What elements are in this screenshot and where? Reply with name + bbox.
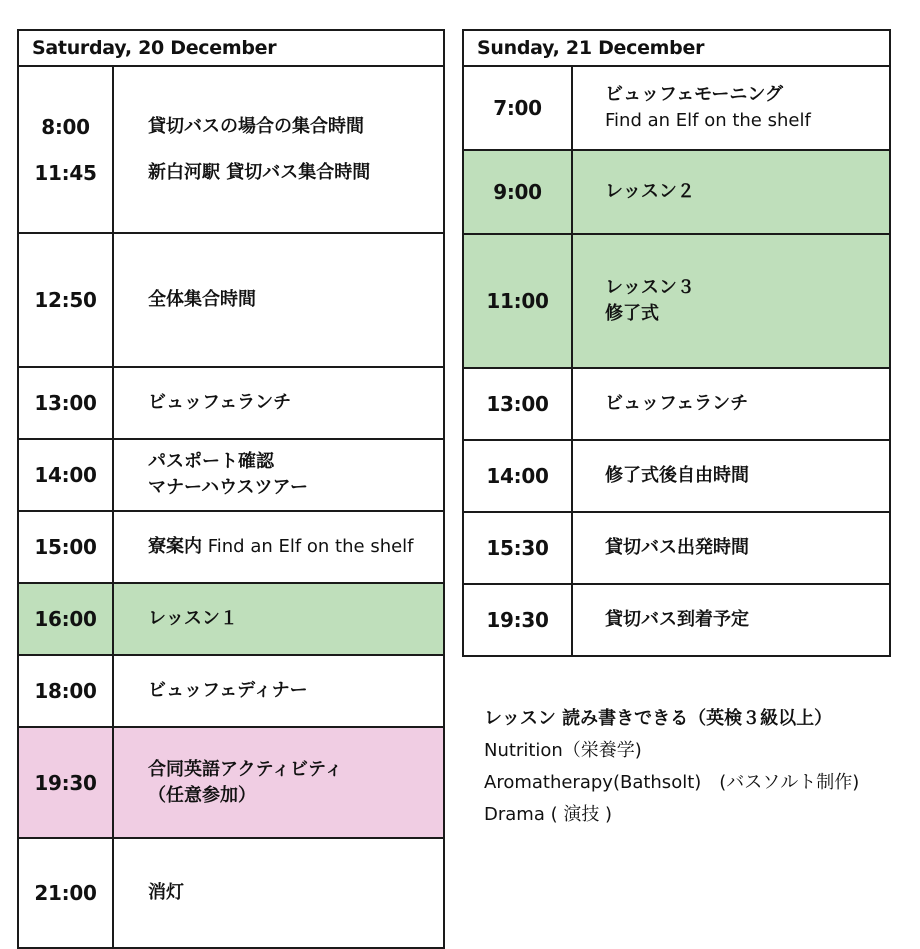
event-subtitle: Find an Elf on the shelf xyxy=(202,536,414,557)
lesson-notes-heading: レッスン 読み書きできる（英検３級以上） xyxy=(484,708,833,729)
saturday-header: Saturday, 20 December xyxy=(18,30,444,66)
schedule-row-lesson xyxy=(463,234,890,368)
time-cell: 7:00 xyxy=(463,66,572,150)
event-cell: ビュッフェランチ xyxy=(572,368,890,440)
lesson-note-item: Drama ( 演技 ) xyxy=(484,804,613,825)
time-cell: 13:00 xyxy=(463,368,572,440)
event-cell xyxy=(113,511,444,583)
time-cell: 19:30 xyxy=(463,584,572,656)
saturday-schedule-table xyxy=(17,29,445,949)
schedule-row xyxy=(463,512,890,584)
lesson-note-item: Aromatherapy(Bathsolt) (バスソルト制作) xyxy=(484,772,860,793)
event-label: 新白河駅 貸切バス集合時間 xyxy=(148,161,371,183)
time-cell: 11:00 xyxy=(463,234,572,368)
time-cell: 19:30 xyxy=(18,727,113,838)
event-cell xyxy=(113,727,444,838)
time-cell: 15:30 xyxy=(463,512,572,584)
event-cell: ビュッフェランチ xyxy=(113,367,444,439)
time-cell: 21:00 xyxy=(18,838,113,948)
schedule-row xyxy=(463,66,890,150)
event-cell: レッスン２ xyxy=(572,150,890,234)
event-label: パスポート確認 xyxy=(148,451,274,472)
event-cell: 修了式後自由時間 xyxy=(572,440,890,512)
time-cell: 13:00 xyxy=(18,367,113,439)
event-cell xyxy=(572,66,890,150)
event-cell: 貸切バス到着予定 xyxy=(572,584,890,656)
event-cell xyxy=(572,234,890,368)
event-label: 修了式 xyxy=(605,303,659,324)
event-subtitle: Find an Elf on the shelf xyxy=(605,110,811,131)
event-cell: レッスン１ xyxy=(113,583,444,655)
schedule-row-lesson xyxy=(18,583,444,655)
schedule-row xyxy=(18,655,444,727)
schedule-row xyxy=(463,440,890,512)
time-cell: 12:50 xyxy=(18,233,113,367)
event-cell xyxy=(113,66,444,233)
event-cell: 全体集合時間 xyxy=(113,233,444,367)
sunday-schedule-table xyxy=(462,29,891,657)
time-cell: 18:00 xyxy=(18,655,113,727)
event-cell: 貸切バス出発時間 xyxy=(572,512,890,584)
schedule-row xyxy=(18,367,444,439)
sunday-header: Sunday, 21 December xyxy=(463,30,890,66)
event-label: ビュッフェモーニング xyxy=(605,84,784,105)
lesson-notes xyxy=(484,703,859,831)
time-cell: 14:00 xyxy=(18,439,113,511)
time-cell xyxy=(18,66,113,233)
schedule-row xyxy=(18,838,444,948)
event-label: 貸切バスの場合の集合時間 xyxy=(148,115,364,137)
event-label: マナーハウスツアー xyxy=(148,477,309,498)
event-label: 寮案内 xyxy=(148,536,202,557)
schedule-row xyxy=(463,368,890,440)
event-label: 合同英語アクティビティ xyxy=(148,758,343,780)
schedule-row-activity xyxy=(18,727,444,838)
event-label: （任意参加） xyxy=(148,784,256,806)
schedule-row xyxy=(18,233,444,367)
event-cell: 消灯 xyxy=(113,838,444,948)
event-label: レッスン３ xyxy=(605,277,695,298)
schedule-row xyxy=(463,584,890,656)
lesson-note-item: Nutrition（栄養学) xyxy=(484,740,642,761)
time-cell: 15:00 xyxy=(18,511,113,583)
event-cell: ビュッフェディナー xyxy=(113,655,444,727)
schedule-row xyxy=(18,66,444,233)
time-label: 8:00 xyxy=(41,114,90,139)
schedule-row xyxy=(18,511,444,583)
time-cell: 14:00 xyxy=(463,440,572,512)
schedule-row-lesson xyxy=(463,150,890,234)
time-cell: 9:00 xyxy=(463,150,572,234)
time-cell: 16:00 xyxy=(18,583,113,655)
schedule-row xyxy=(18,439,444,511)
time-label: 11:45 xyxy=(34,160,97,185)
event-cell xyxy=(113,439,444,511)
